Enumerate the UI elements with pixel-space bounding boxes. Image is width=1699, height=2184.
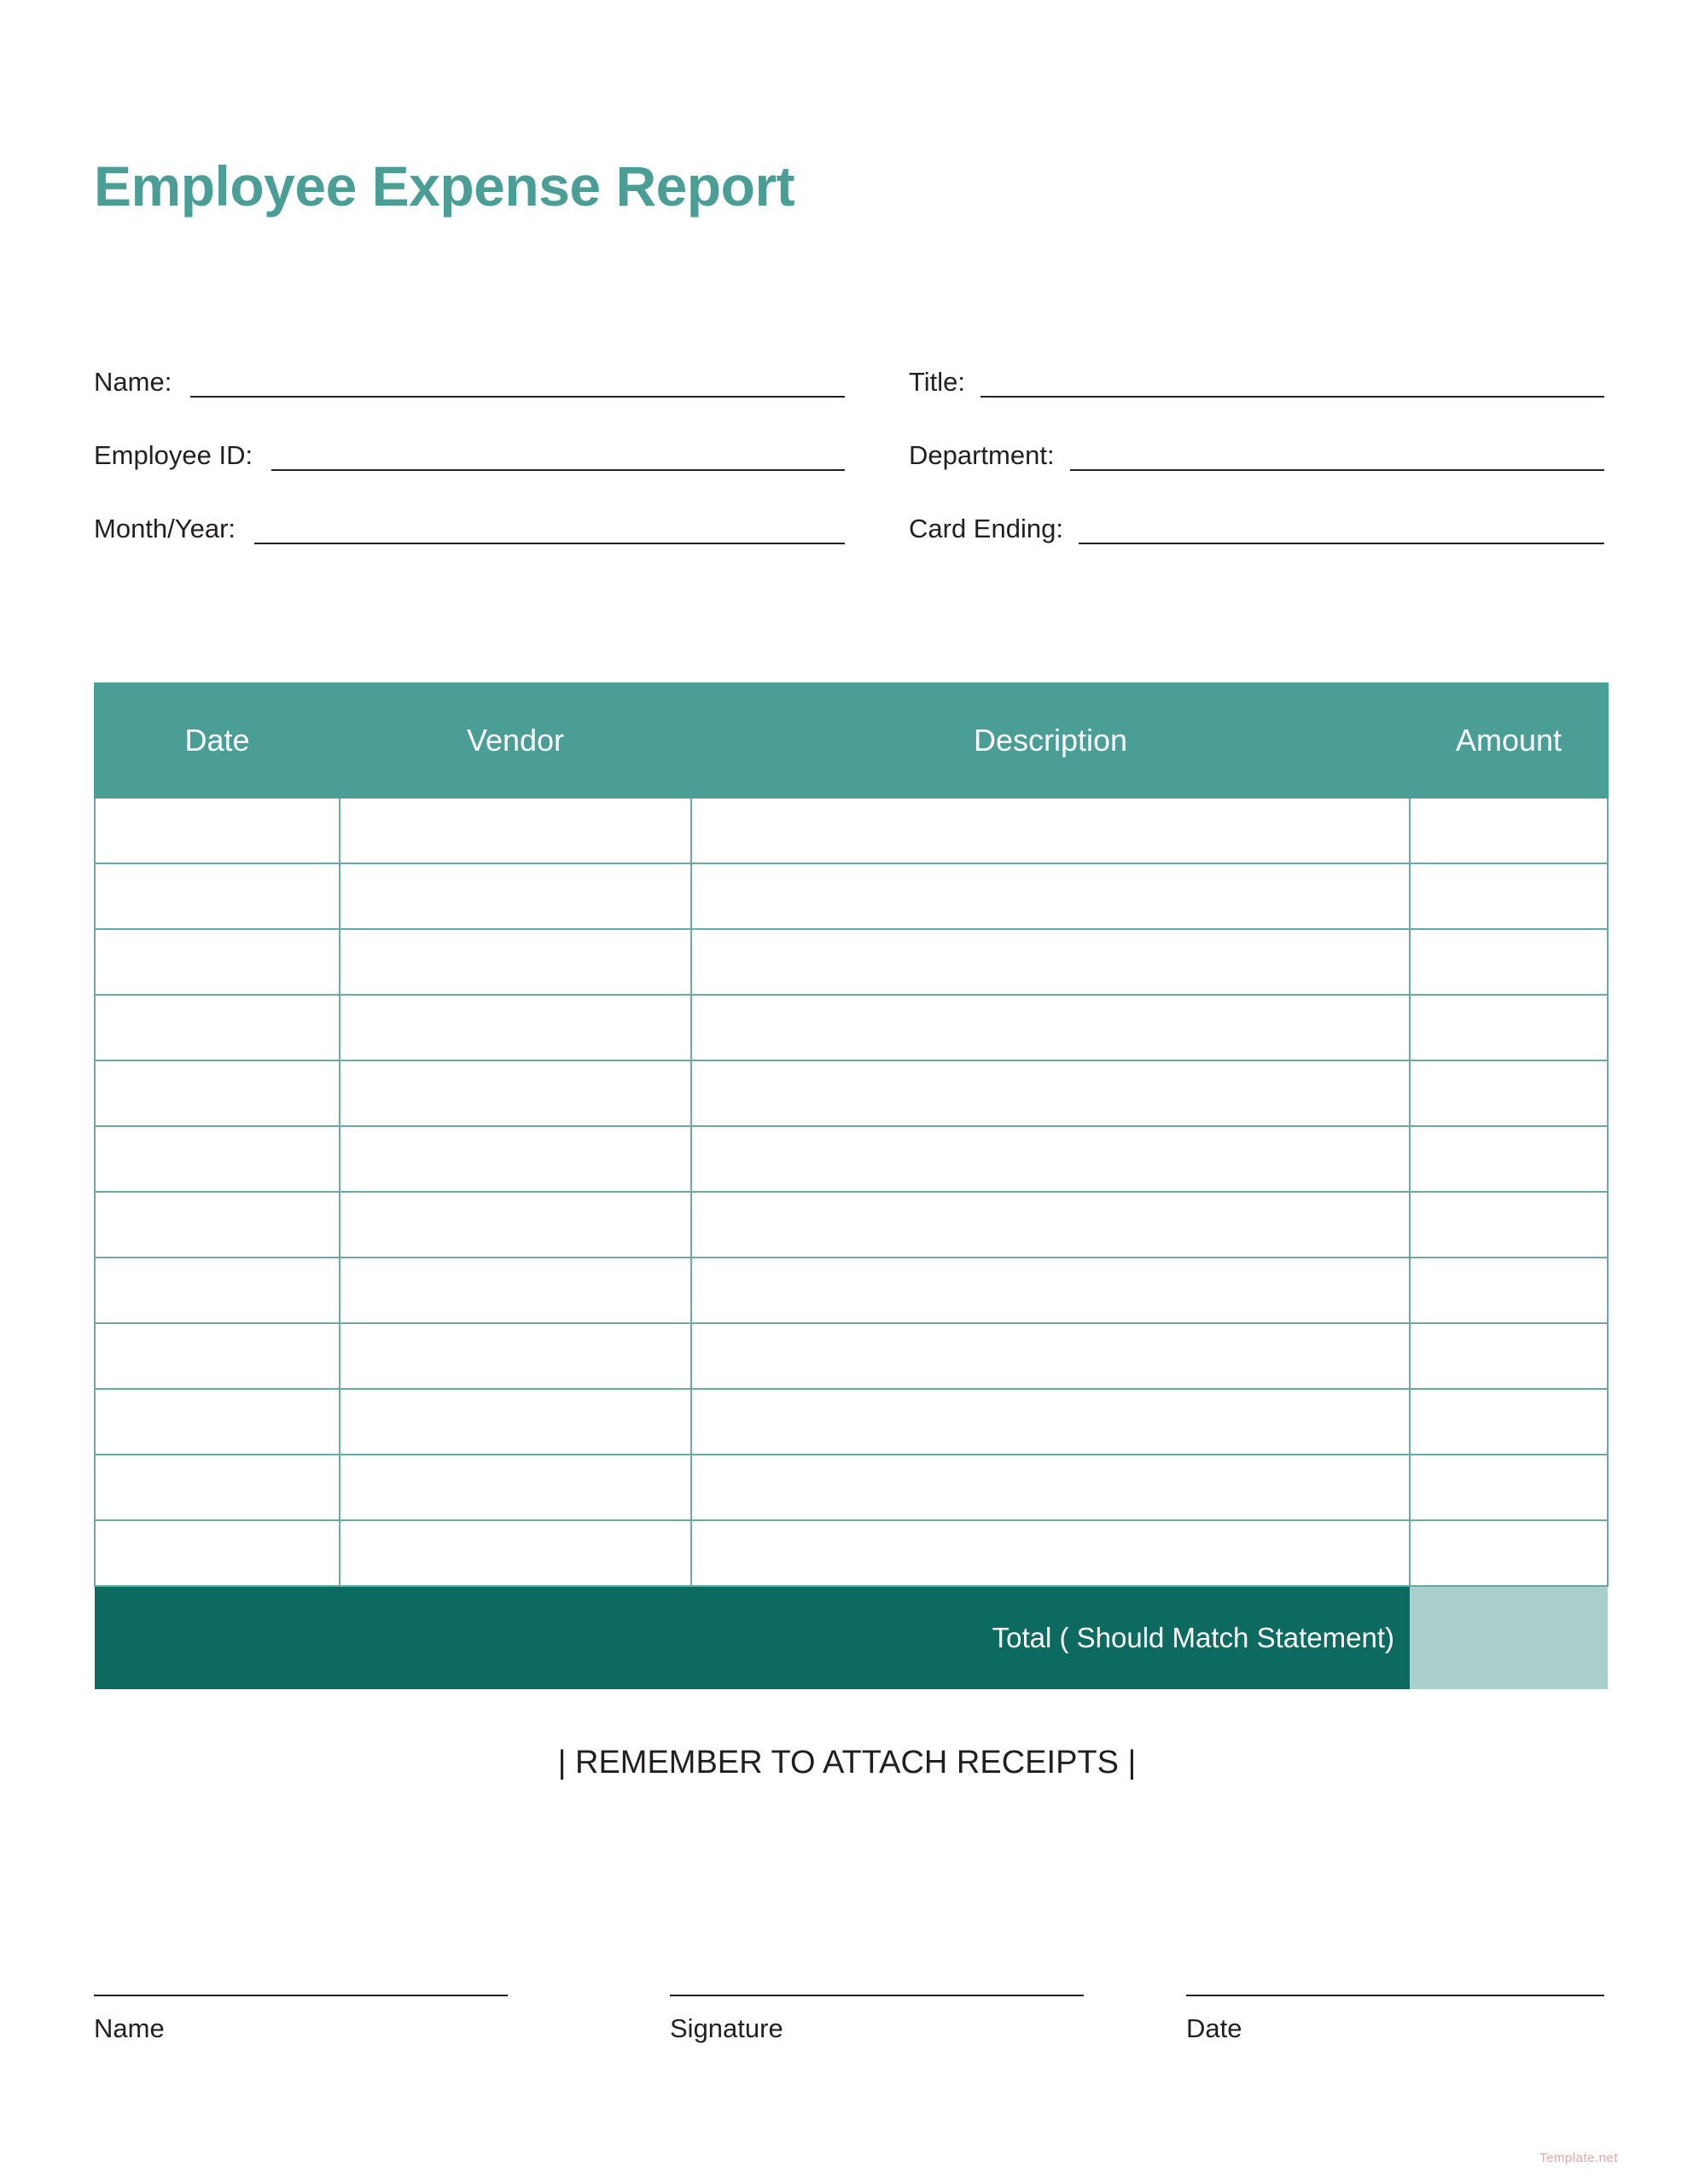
cell-description[interactable] [691, 1520, 1410, 1586]
cell-vendor[interactable] [340, 798, 691, 863]
signature-date-field[interactable] [1186, 1962, 1604, 2044]
signature-name-line[interactable] [94, 1962, 508, 1996]
signature-signature-label: Signature [670, 2013, 783, 2043]
cell-date[interactable] [95, 1520, 340, 1586]
total-blank-date-cell [95, 1586, 340, 1689]
cell-vendor[interactable] [340, 1323, 691, 1389]
cell-vendor[interactable] [340, 1258, 691, 1323]
cell-amount[interactable] [1410, 863, 1608, 929]
cell-vendor[interactable] [340, 1520, 691, 1586]
cell-description[interactable] [691, 929, 1410, 995]
field-month-year-label: Month/Year: [94, 514, 236, 543]
cell-description[interactable] [691, 1389, 1410, 1455]
table-row [95, 1060, 1608, 1126]
cell-vendor[interactable] [340, 1455, 691, 1520]
cell-description[interactable] [691, 1060, 1410, 1126]
signature-date-label: Date [1186, 2013, 1242, 2043]
field-department[interactable] [909, 440, 1604, 471]
meta-row [94, 514, 1604, 587]
watermark: Template.net [1539, 2151, 1618, 2165]
cell-amount[interactable] [1410, 1455, 1608, 1520]
column-header-date: Date [95, 683, 340, 798]
field-title-input[interactable] [980, 370, 1604, 398]
cell-vendor[interactable] [340, 995, 691, 1060]
table-row [95, 1455, 1608, 1520]
cell-amount[interactable] [1410, 995, 1608, 1060]
field-card-ending[interactable] [909, 514, 1604, 544]
total-row [95, 1586, 1608, 1689]
table-row [95, 1126, 1608, 1192]
column-header-description: Description [691, 683, 1410, 798]
table-row [95, 929, 1608, 995]
cell-description[interactable] [691, 863, 1410, 929]
expense-table-header [95, 683, 1608, 798]
field-month-year-input[interactable] [254, 517, 845, 544]
column-header-amount: Amount [1410, 683, 1608, 798]
receipts-reminder: | REMEMBER TO ATTACH RECEIPTS | [557, 1745, 1137, 1780]
signature-date-line[interactable] [1186, 1962, 1604, 1996]
field-name[interactable] [94, 367, 845, 398]
cell-vendor[interactable] [340, 1389, 691, 1455]
cell-date[interactable] [95, 863, 340, 929]
cell-description[interactable] [691, 1455, 1410, 1520]
cell-date[interactable] [95, 1389, 340, 1455]
column-header-vendor: Vendor [340, 683, 691, 798]
expense-table [94, 682, 1609, 1689]
cell-description[interactable] [691, 1258, 1410, 1323]
cell-date[interactable] [95, 1258, 340, 1323]
field-title[interactable] [909, 367, 1604, 398]
field-department-label: Department: [909, 440, 1055, 470]
employee-info-section [94, 367, 1604, 587]
cell-description[interactable] [691, 1323, 1410, 1389]
expense-table-body [95, 798, 1608, 1586]
cell-vendor[interactable] [340, 1126, 691, 1192]
table-row [95, 995, 1608, 1060]
cell-amount[interactable] [1410, 1192, 1608, 1258]
cell-amount[interactable] [1410, 929, 1608, 995]
cell-vendor[interactable] [340, 929, 691, 995]
cell-date[interactable] [95, 1192, 340, 1258]
cell-description[interactable] [691, 995, 1410, 1060]
signature-signature-field[interactable] [670, 1962, 1084, 2044]
cell-description[interactable] [691, 1192, 1410, 1258]
cell-amount[interactable] [1410, 1126, 1608, 1192]
field-card-ending-label: Card Ending: [909, 514, 1063, 543]
cell-description[interactable] [691, 798, 1410, 863]
cell-amount[interactable] [1410, 1389, 1608, 1455]
page-title: Employee Expense Report [94, 154, 795, 218]
cell-amount[interactable] [1410, 1323, 1608, 1389]
field-employee-id-input[interactable] [271, 444, 845, 471]
field-employee-id[interactable] [94, 440, 845, 471]
signature-signature-line[interactable] [670, 1962, 1084, 1996]
cell-date[interactable] [95, 798, 340, 863]
table-row [95, 1520, 1608, 1586]
table-header-row [95, 683, 1608, 798]
cell-date[interactable] [95, 1323, 340, 1389]
cell-date[interactable] [95, 1060, 340, 1126]
signature-name-label: Name [94, 2013, 165, 2043]
cell-date[interactable] [95, 995, 340, 1060]
expense-table-footer [95, 1586, 1608, 1689]
total-blank-vendor-cell [340, 1586, 691, 1689]
field-title-label: Title: [909, 367, 966, 397]
field-card-ending-input[interactable] [1079, 517, 1604, 544]
signature-name-field[interactable] [94, 1962, 508, 2044]
meta-row [94, 367, 1604, 440]
field-name-input[interactable] [190, 370, 845, 398]
cell-amount[interactable] [1410, 1520, 1608, 1586]
field-department-input[interactable] [1070, 444, 1604, 471]
cell-vendor[interactable] [340, 1192, 691, 1258]
total-amount-input[interactable] [1410, 1586, 1608, 1689]
cell-amount[interactable] [1410, 1258, 1608, 1323]
meta-row [94, 440, 1604, 514]
cell-description[interactable] [691, 1126, 1410, 1192]
field-employee-id-label: Employee ID: [94, 440, 253, 470]
cell-amount[interactable] [1410, 798, 1608, 863]
total-label: Total ( Should Match Statement) [691, 1586, 1410, 1689]
cell-vendor[interactable] [340, 1060, 691, 1126]
table-row [95, 1389, 1608, 1455]
signature-section [94, 1962, 1604, 2073]
cell-amount[interactable] [1410, 1060, 1608, 1126]
table-row [95, 1258, 1608, 1323]
field-month-year[interactable] [94, 514, 845, 544]
table-row [95, 1192, 1608, 1258]
cell-vendor[interactable] [340, 863, 691, 929]
table-row [95, 798, 1608, 863]
table-row [95, 1323, 1608, 1389]
cell-date[interactable] [95, 929, 340, 995]
cell-date[interactable] [95, 1455, 340, 1520]
cell-date[interactable] [95, 1126, 340, 1192]
table-row [95, 863, 1608, 929]
field-name-label: Name: [94, 367, 172, 397]
